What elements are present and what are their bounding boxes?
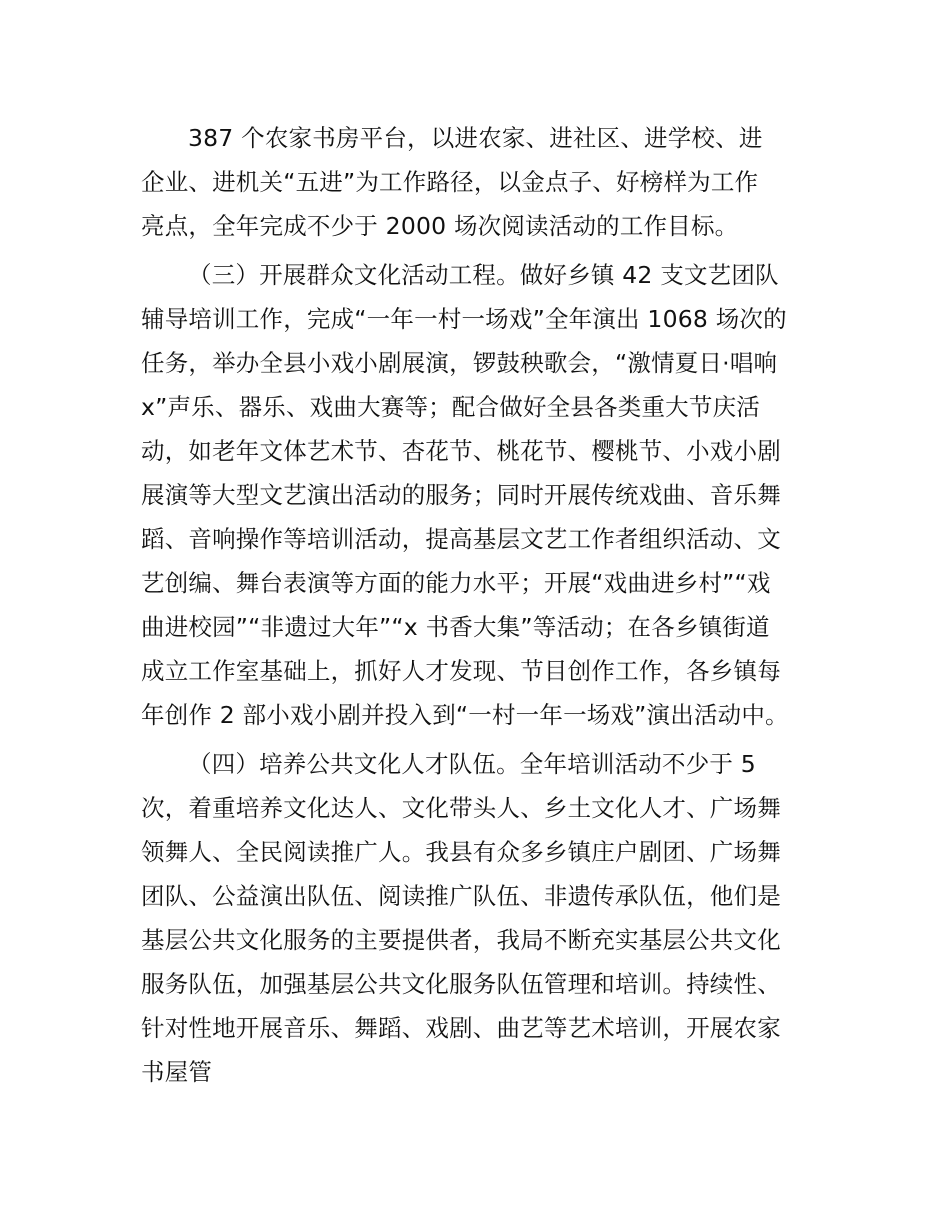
section-heading-line: （三）开展群众文化活动工程。做好乡镇 42 支文艺团队 — [188, 261, 779, 289]
text-line: 书屋管 — [141, 1058, 213, 1086]
text-line: 针对性地开展音乐、舞蹈、戏剧、曲艺等艺术培训，开展农家 — [141, 1014, 781, 1042]
paragraph-mass-cultural-activities — [141, 253, 813, 737]
text-line: 辅导培训工作，完成“一年一村一场戏”全年演出 1068 场次的 — [141, 305, 787, 333]
text-line: 成立工作室基础上，抓好人才发现、节目创作工作，各乡镇每 — [141, 657, 781, 685]
text-line: 艺创编、舞台表演等方面的能力水平；开展“戏曲进乡村”“戏 — [141, 569, 771, 597]
text-line: 次，着重培养文化达人、文化带头人、乡土文化人才、广场舞 — [141, 794, 781, 822]
text-line: 基层公共文化服务的主要提供者，我局不断充实基层公共文化 — [141, 926, 781, 954]
text-line: 任务，举办全县小戏小剧展演，锣鼓秧歌会，“激情夏日·唱响 — [141, 349, 778, 377]
text-line: 动，如老年文体艺术节、杏花节、桃花节、樱桃节、小戏小剧 — [141, 437, 781, 465]
text-line: 展演等大型文艺演出活动的服务；同时开展传统戏曲、音乐舞 — [141, 481, 781, 509]
paragraph-cultural-talent-team — [141, 742, 813, 1094]
text-line: 387 个农家书房平台，以进农家、进社区、进学校、进 — [188, 124, 763, 152]
text-line: x”声乐、器乐、戏曲大赛等；配合做好全县各类重大节庆活 — [141, 393, 760, 421]
text-line: 服务队伍，加强基层公共文化服务队伍管理和培训。持续性、 — [141, 970, 781, 998]
text-line: 亮点，全年完成不少于 2000 场次阅读活动的工作目标。 — [141, 212, 739, 240]
text-line: 年创作 2 部小戏小剧并投入到“一村一年一场戏”演出活动中。 — [141, 701, 789, 729]
text-line: 领舞人、全民阅读推广人。我县有众多乡镇庄户剧团、广场舞 — [141, 838, 781, 866]
section-heading-line: （四）培养公共文化人才队伍。全年培训活动不少于 5 — [188, 750, 756, 778]
text-line: 曲进校园”“非遗过大年”“x 书香大集”等活动；在各乡镇街道 — [141, 613, 770, 641]
text-line: 蹈、音响操作等培训活动，提高基层文艺工作者组织活动、文 — [141, 525, 781, 553]
text-line: 企业、进机关“五进”为工作路径，以金点子、好榜样为工作 — [141, 168, 759, 196]
text-line: 团队、公益演出队伍、阅读推广队伍、非遗传承队伍，他们是 — [141, 882, 781, 910]
paragraph-reading-activities — [141, 116, 813, 248]
